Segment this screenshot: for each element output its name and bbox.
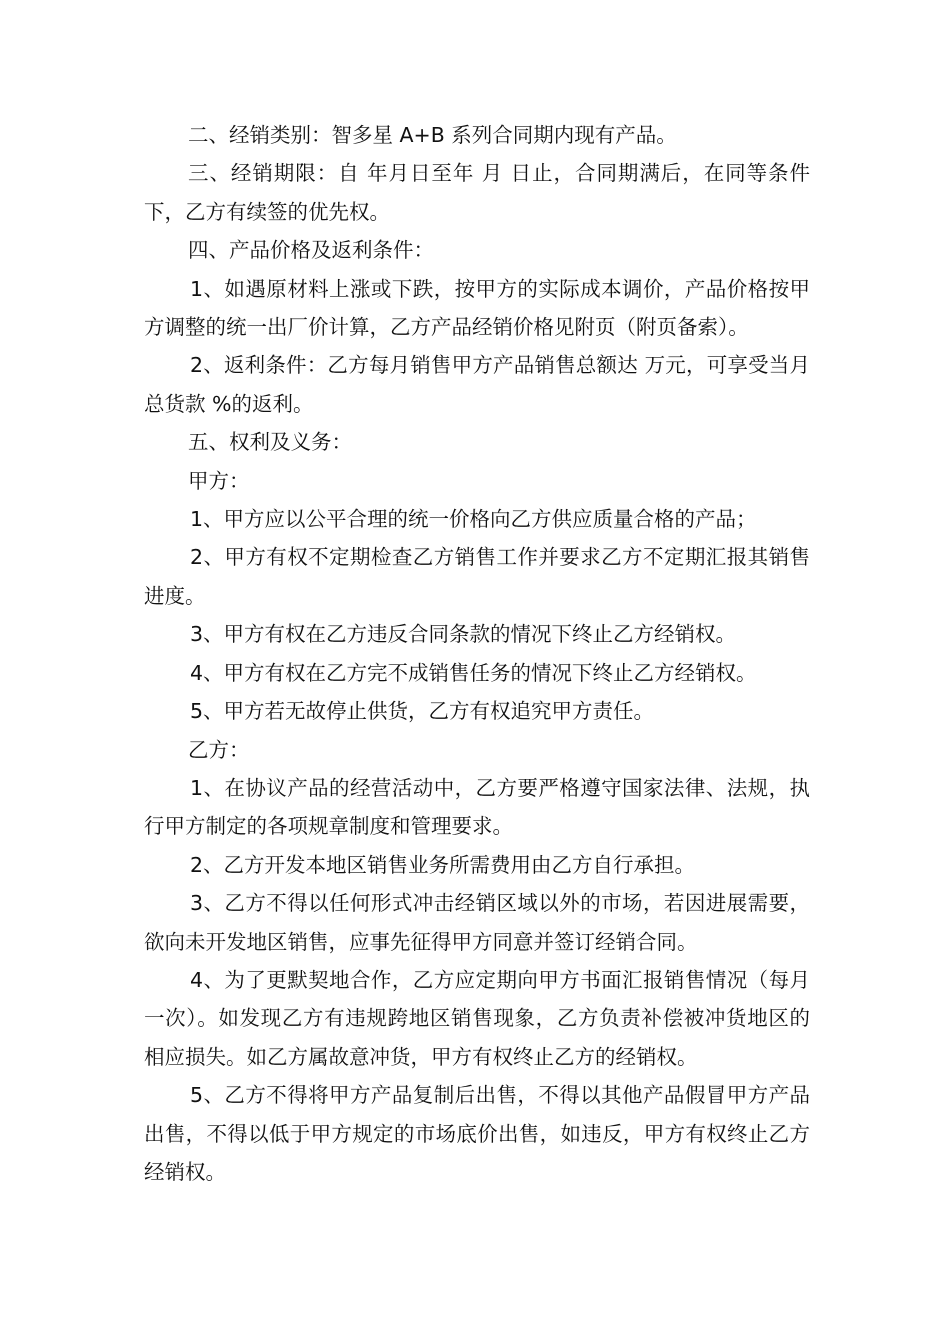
party-a-item-2: 2、甲方有权不定期检查乙方销售工作并要求乙方不定期汇报其销售进度。 — [144, 545, 810, 608]
party-b-item-5: 5、乙方不得将甲方产品复制后出售，不得以其他产品假冒甲方产品出售，不得以低于甲方规定的市场底价出售，如违反，甲方有权终止乙方经销权。 — [144, 1083, 810, 1184]
party-b-item-1: 1、在协议产品的经营活动中，乙方要严格遵守国家法律、法规，执行甲方制定的各项规章制度和管理要求。 — [144, 775, 810, 839]
clause-distribution-term: 三、经销期限：自 年月日至年 月 日止，合同期满后，在同等条件下，乙方有续签的优先权。 — [144, 161, 810, 224]
party-a-heading: 甲方： — [188, 468, 250, 493]
party-b-item-2: 2、乙方开发本地区销售业务所需费用由乙方自行承担。 — [190, 852, 696, 877]
clause-rights-obligations-heading: 五、权利及义务： — [188, 430, 352, 455]
party-a-item-3: 3、甲方有权在乙方违反合同条款的情况下终止乙方经销权。 — [190, 622, 737, 647]
party-a-item-5: 5、甲方若无故停止供货，乙方有权追究甲方责任。 — [190, 699, 655, 724]
party-b-item-4: 4、为了更默契地合作，乙方应定期向甲方书面汇报销售情况（每月一次）。如发现乙方有违规跨地区销售现象，乙方负责补偿被冲货地区的相应损失。如乙方属故意冲货，甲方有权终止乙方的经销权。 — [144, 967, 810, 1069]
party-b-item-3: 3、乙方不得以任何形式冲击经销区域以外的市场，若因进展需要，欲向未开发地区销售，应事先征得甲方同意并签订经销合同。 — [144, 891, 810, 954]
contract-body — [144, 116, 810, 1191]
clause-price-rebate-heading: 四、产品价格及返利条件： — [188, 238, 434, 263]
party-a-item-1: 1、甲方应以公平合理的统一价格向乙方供应质量合格的产品； — [190, 507, 757, 532]
party-b-heading: 乙方： — [188, 737, 250, 762]
clause-distribution-category: 二、经销类别：智多星 A+B 系列合同期内现有产品。 — [188, 123, 677, 147]
party-a-item-4: 4、甲方有权在乙方完不成销售任务的情况下终止乙方经销权。 — [190, 660, 757, 685]
clause-price-item-2: 2、返利条件：乙方每月销售甲方产品销售总额达 万元，可享受当月总货款 %的返利。 — [144, 353, 810, 416]
clause-price-item-1: 1、如遇原材料上涨或下跌，按甲方的实际成本调价，产品价格按甲方调整的统一出厂价计算，乙方产品经销价格见附页（附页备索）。 — [144, 276, 810, 340]
